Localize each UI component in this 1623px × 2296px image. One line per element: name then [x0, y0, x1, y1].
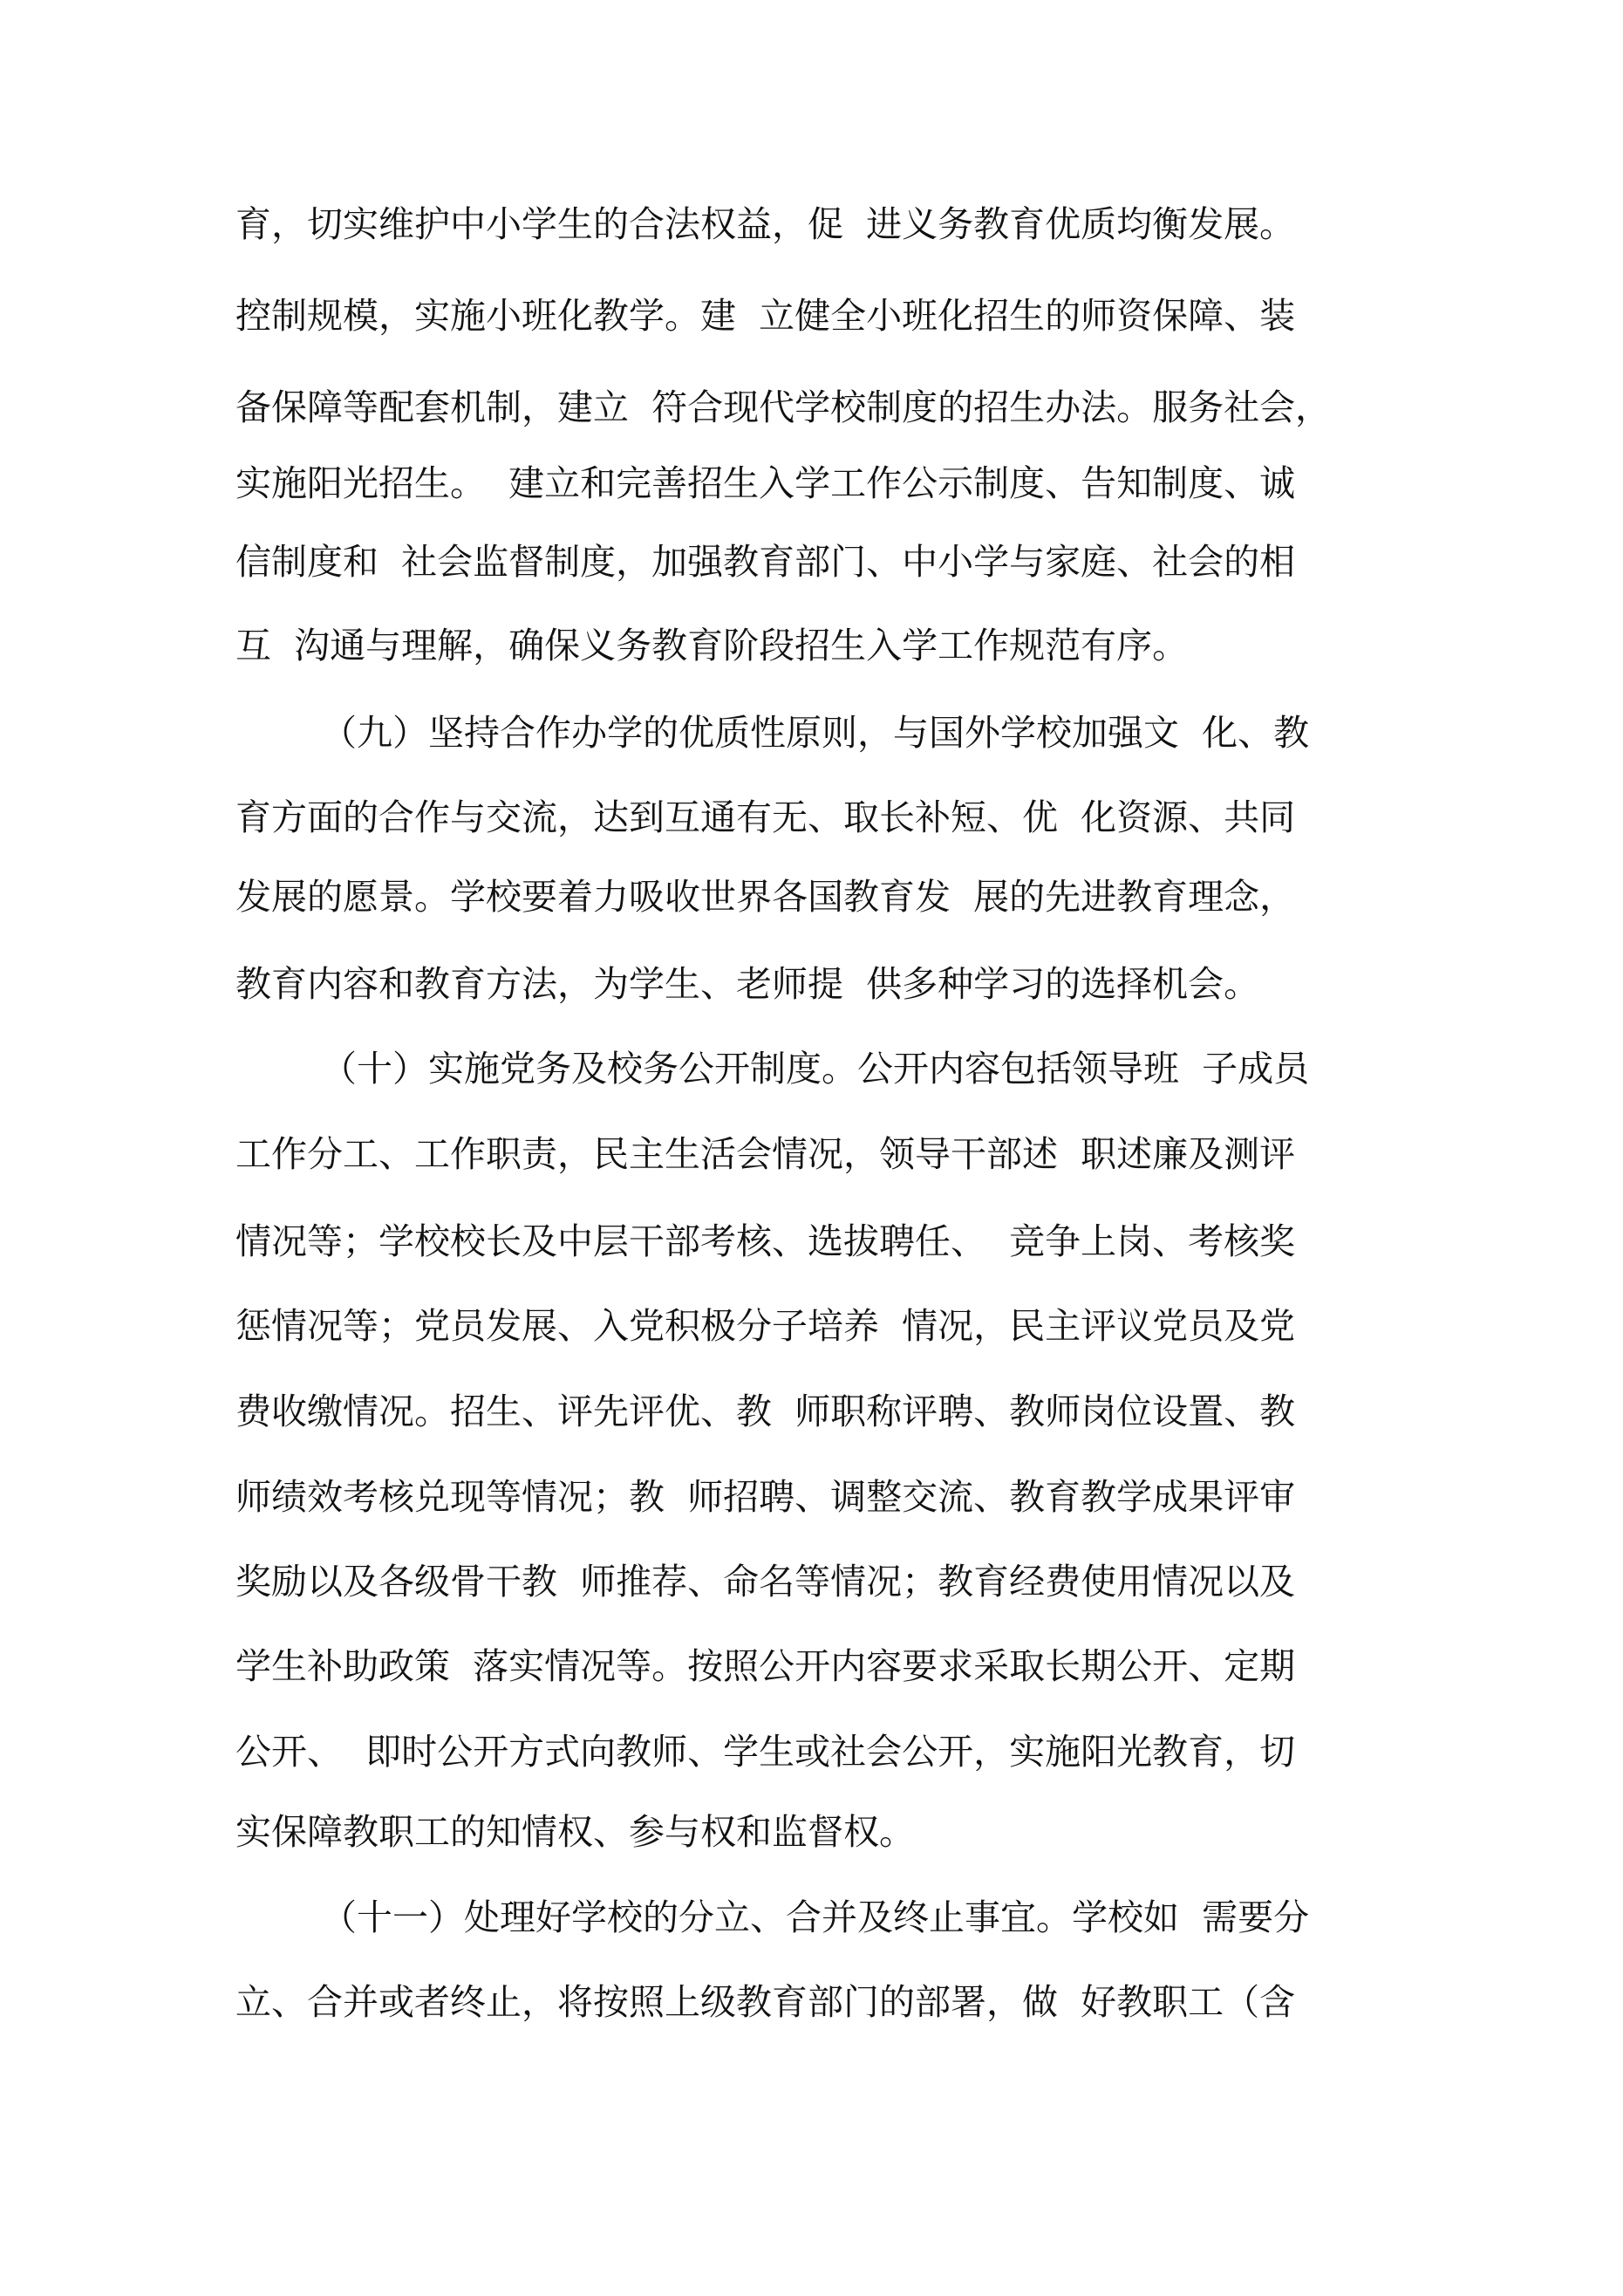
text-line: 控制规模，实施小班化教学。建 立健全小班化招生的师资保障、装 — [235, 295, 1296, 337]
text-line: 奖励以及各级骨干教 师推荐、命名等情况；教育经费使用情况以及 — [235, 1561, 1296, 1602]
text-line: 学生补助政策 落实情况等。按照公开内容要求采取长期公开、定期 — [235, 1645, 1296, 1687]
text-line: 育方面的合作与交流，达到互通有无、取长补短、优 化资源、共同 — [235, 796, 1296, 838]
text-line: 教育内容和教育方法，为学生、老师提 供多种学习的选择机会。 — [235, 963, 1260, 1005]
text-line: 立、合并或者终止，将按照上级教育部门的部署，做 好教职工（含 — [235, 1981, 1296, 2023]
text-line: 实保障教职工的知情权、参与权和监督权。 — [235, 1811, 915, 1853]
text-line: 惩情况等；党员发展、入党积极分子培养 情况，民主评议党员及党 — [235, 1305, 1296, 1347]
text-line: 互 沟通与理解，确保义务教育阶段招生入学工作规范有序。 — [235, 625, 1189, 666]
text-line: 实施阳光招生。 建立和完善招生入学工作公示制度、告知制度、诚 — [235, 462, 1296, 504]
text-line: 备保障等配套机制，建立 符合现代学校制度的招生办法。服务社会， — [235, 386, 1332, 428]
text-line: 情况等；学校校长及中层干部考核、选拔聘任、 竞争上岗、考核奖 — [235, 1220, 1296, 1262]
text-line: 公开、 即时公开方式向教师、学生或社会公开，实施阳光教育，切 — [235, 1731, 1296, 1773]
text-line: 工作分工、工作职责，民主生活会情况，领导干部述 职述廉及测评 — [235, 1133, 1296, 1175]
paragraph-start-line: （十）实施党务及校务公开制度。公开内容包括领导班 子成员 — [321, 1048, 1310, 1090]
text-line: 育，切实维护中小学生的合法权益，促 进义务教育优质均衡发展。 — [235, 203, 1296, 245]
paragraph-start-line: （十一）处理好学校的分立、合并及终止事宜。学校如 需要分 — [321, 1896, 1310, 1938]
paragraph-start-line: （九）坚持合作办学的优质性原则，与国外学校加强文 化、教 — [321, 712, 1310, 754]
text-line: 发展的愿景。学校要着力吸收世界各国教育发 展的先进教育理念， — [235, 876, 1296, 918]
text-line: 费收缴情况。招生、评先评优、教 师职称评聘、教师岗位设置、教 — [235, 1391, 1296, 1432]
text-line: 师绩效考核兑现等情况；教 师招聘、调整交流、教育教学成果评审 — [235, 1476, 1296, 1518]
text-line: 信制度和 社会监督制度，加强教育部门、中小学与家庭、社会的相 — [235, 541, 1296, 583]
